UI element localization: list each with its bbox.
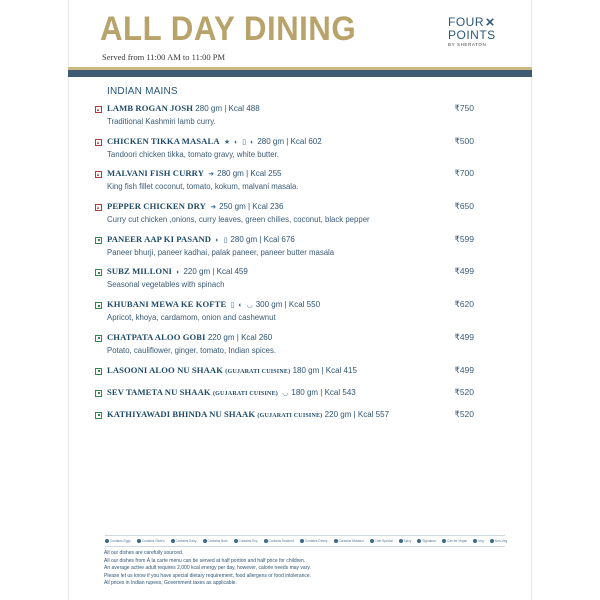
dietary-legend (105, 535, 508, 547)
logo-line-1: FOUR (448, 16, 504, 29)
dish-name: KHUBANI MEWA KE KOFTE (107, 299, 227, 310)
veg-symbol-icon (95, 368, 102, 375)
legend-icon (399, 539, 403, 543)
dish-meta: 220 gm | Kcal 260 (207, 332, 273, 342)
legend-label: Chef Special (374, 539, 393, 543)
dish-description: Curry cut chicken ,onions, curry leaves, green chilies, coconut, black pepper (107, 215, 370, 225)
veg-symbol-icon (95, 412, 102, 419)
dish-meta: 180 gm | Kcal 415 (292, 365, 357, 375)
dish-description: Paneer bhurji, paneer kadhai, palak paneer, paneer butter masala (107, 247, 335, 257)
legend-item (264, 539, 294, 543)
dish-name: SEV TAMETA NU SHAAK (107, 386, 211, 397)
menu-item (95, 409, 480, 431)
legend-item (234, 539, 258, 543)
legend-label: Contains Gluten (141, 539, 165, 543)
legend-icon (171, 539, 175, 543)
dish-line (107, 168, 282, 178)
legend-icon (234, 539, 238, 543)
dish-meta: 180 gm | Kcal 543 (291, 387, 356, 397)
logo-line-3: BY SHERATON (448, 42, 487, 48)
dish-price: ₹650 (454, 201, 474, 212)
page-title: ALL DAY DINING (100, 10, 357, 48)
dietary-icons: ▯ ◐ ◡ (230, 302, 254, 310)
legend-item (334, 539, 364, 543)
legend-item (203, 539, 228, 543)
footer-note: All our dishes from À la carte menu can be served at half portion and half price for children. (104, 557, 306, 564)
dish-meta: 300 gm | Kcal 550 (255, 300, 321, 310)
brand-logo (448, 16, 504, 47)
dish-line (107, 201, 283, 211)
legend-item (171, 539, 197, 543)
dish-price: ₹620 (454, 299, 474, 310)
legend-label: Contains Seafood (268, 539, 294, 543)
footer-note: All prices in Indian rupees, Government taxes as applicable. (104, 580, 237, 587)
dish-meta: 250 gm | Kcal 236 (219, 202, 284, 212)
dish-description: Seasonal vegetables with spinach (107, 280, 225, 290)
dish-description: Apricot, khoya, cardamom, onion and cashewnut (107, 313, 276, 323)
dish-price: ₹520 (454, 386, 474, 397)
dietary-icons: ◐ (176, 269, 182, 277)
dish-line (107, 387, 356, 397)
legend-icon (442, 539, 446, 543)
legend-icon (334, 539, 338, 543)
legend-item (473, 539, 484, 543)
menu-item (95, 234, 480, 267)
menu-item (95, 136, 480, 169)
veg-symbol-icon (95, 335, 102, 342)
veg-symbol-icon (95, 302, 102, 309)
dish-price: ₹499 (454, 266, 474, 277)
dish-name: PEPPER CHICKEN DRY (107, 201, 206, 212)
dish-price: ₹520 (454, 408, 474, 419)
legend-item (105, 539, 131, 543)
nonveg-symbol-icon (95, 139, 102, 146)
legend-label: Contains Mustard (338, 539, 364, 543)
dish-price: ₹599 (454, 233, 474, 244)
footer-note: Please let us know if you have special dietary requirement, food allergens or food intolerance. (104, 572, 312, 579)
legend-item (137, 539, 165, 543)
legend-icon (473, 539, 477, 543)
dish-name: KATHIYAWADI BHINDA NU SHAAK (107, 408, 256, 419)
section-heading: INDIAN MAINS (107, 86, 178, 97)
dish-price: ₹500 (454, 135, 474, 146)
nonveg-symbol-icon (95, 106, 102, 113)
menu-item (95, 168, 480, 201)
veg-symbol-icon (95, 237, 102, 244)
dish-description: Traditional Kashmiri lamb curry. (107, 117, 216, 126)
cuisine-qualifier: (GUJARATI CUISINE) (212, 390, 278, 397)
logo-line-2: POINTS (448, 27, 496, 42)
cuisine-qualifier: (GUJARATI CUISINE) (257, 412, 323, 419)
dietary-icons: ★ ◐ ▯ ◐ (223, 138, 256, 146)
legend-label: Non-Veg (494, 539, 508, 543)
footer-note: An average active adult requires 2,000 kcal energy per day, however, calorie needs may vary. (104, 565, 311, 572)
footer-note: All our dishes are carefully sourced. (104, 550, 184, 556)
dish-line (107, 136, 322, 146)
dietary-icons: ➜ (208, 171, 216, 179)
dish-line (107, 332, 272, 342)
dish-name: LAMB ROGAN JOSH (107, 103, 194, 113)
legend-label: Contains Eggs (110, 539, 131, 543)
legend-item (300, 539, 328, 543)
legend-icon (137, 539, 141, 543)
veg-symbol-icon (95, 269, 102, 276)
dish-meta: 280 gm | Kcal 676 (230, 234, 295, 244)
legend-item (417, 539, 436, 543)
dish-line (107, 365, 357, 375)
menu-item (95, 266, 480, 299)
legend-icon (490, 539, 494, 543)
dish-meta: 280 gm | Kcal 255 (217, 169, 282, 179)
dish-name: CHICKEN TIKKA MASALA (107, 135, 220, 146)
menu-item (95, 103, 480, 136)
footer-notes (104, 550, 311, 588)
dish-price: ₹700 (454, 168, 474, 179)
legend-icon (370, 539, 374, 543)
dish-price: ₹499 (454, 364, 474, 375)
dietary-icons: ➜ (210, 204, 218, 212)
menu-item (95, 332, 480, 365)
legend-icon (203, 539, 207, 543)
dish-line (107, 103, 260, 113)
legend-label: Spicy (403, 539, 412, 543)
dish-line (107, 266, 248, 276)
header-navy-band (68, 70, 532, 77)
legend-icon (300, 539, 304, 543)
dish-meta: 220 gm | Kcal 459 (183, 267, 248, 277)
menu-item (95, 387, 480, 409)
legend-label: Contains Dairy (175, 539, 197, 543)
menu-item (95, 201, 480, 234)
dish-meta: 280 gm | Kcal 602 (257, 136, 322, 146)
legend-label: Contains Nuts (207, 539, 228, 543)
dish-line (107, 234, 295, 244)
legend-item (370, 539, 393, 543)
serving-hours: Served from 11:00 AM to 11:00 PM (102, 52, 226, 62)
menu-item (95, 365, 480, 387)
dish-meta: 280 gm | Kcal 488 (195, 104, 260, 113)
legend-item (442, 539, 467, 543)
legend-label: Signature (422, 539, 437, 543)
legend-icon (105, 539, 109, 543)
cuisine-qualifier: (GUJARATI CUISINE) (225, 368, 291, 375)
legend-label: Can be Vegan (447, 539, 468, 543)
dish-description: Tandoori chicken tikka, tomato gravy, white butter. (107, 149, 279, 159)
veg-symbol-icon (95, 390, 102, 397)
dietary-icons: ◐ ▯ (215, 236, 229, 244)
legend-label: Contains Celery (304, 539, 328, 543)
menu-item (95, 299, 480, 332)
legend-label: Contains Soy (238, 539, 258, 543)
dish-description: Potato, cauliflower, ginger, tomato, Indian spices. (107, 345, 277, 355)
legend-item (490, 539, 507, 543)
dish-line (107, 299, 320, 309)
dish-meta: 220 gm | Kcal 557 (324, 409, 390, 419)
dish-line (107, 409, 389, 419)
dietary-icons: ◡ (282, 389, 290, 397)
legend-icon (417, 539, 421, 543)
dish-name: LASOONI ALOO NU SHAAK (107, 364, 223, 375)
dish-name: CHATPATA ALOO GOBI (107, 331, 206, 342)
dish-name: PANEER AAP KI PASAND (107, 233, 212, 244)
nonveg-symbol-icon (95, 204, 102, 211)
four-points-mark-icon (486, 18, 494, 26)
dish-price: ₹750 (454, 103, 474, 113)
legend-icon (264, 539, 268, 543)
dish-name: SUBZ MILLONI (107, 266, 172, 277)
legend-item (399, 539, 412, 543)
dish-description: King fish fillet coconut, tomato, kokum, malvani masala. (107, 182, 299, 192)
dish-name: MALVANI FISH CURRY (107, 168, 204, 179)
menu-items-list (95, 103, 480, 431)
legend-label: Veg (478, 539, 484, 543)
nonveg-symbol-icon (95, 171, 102, 178)
dish-price: ₹499 (454, 331, 474, 342)
